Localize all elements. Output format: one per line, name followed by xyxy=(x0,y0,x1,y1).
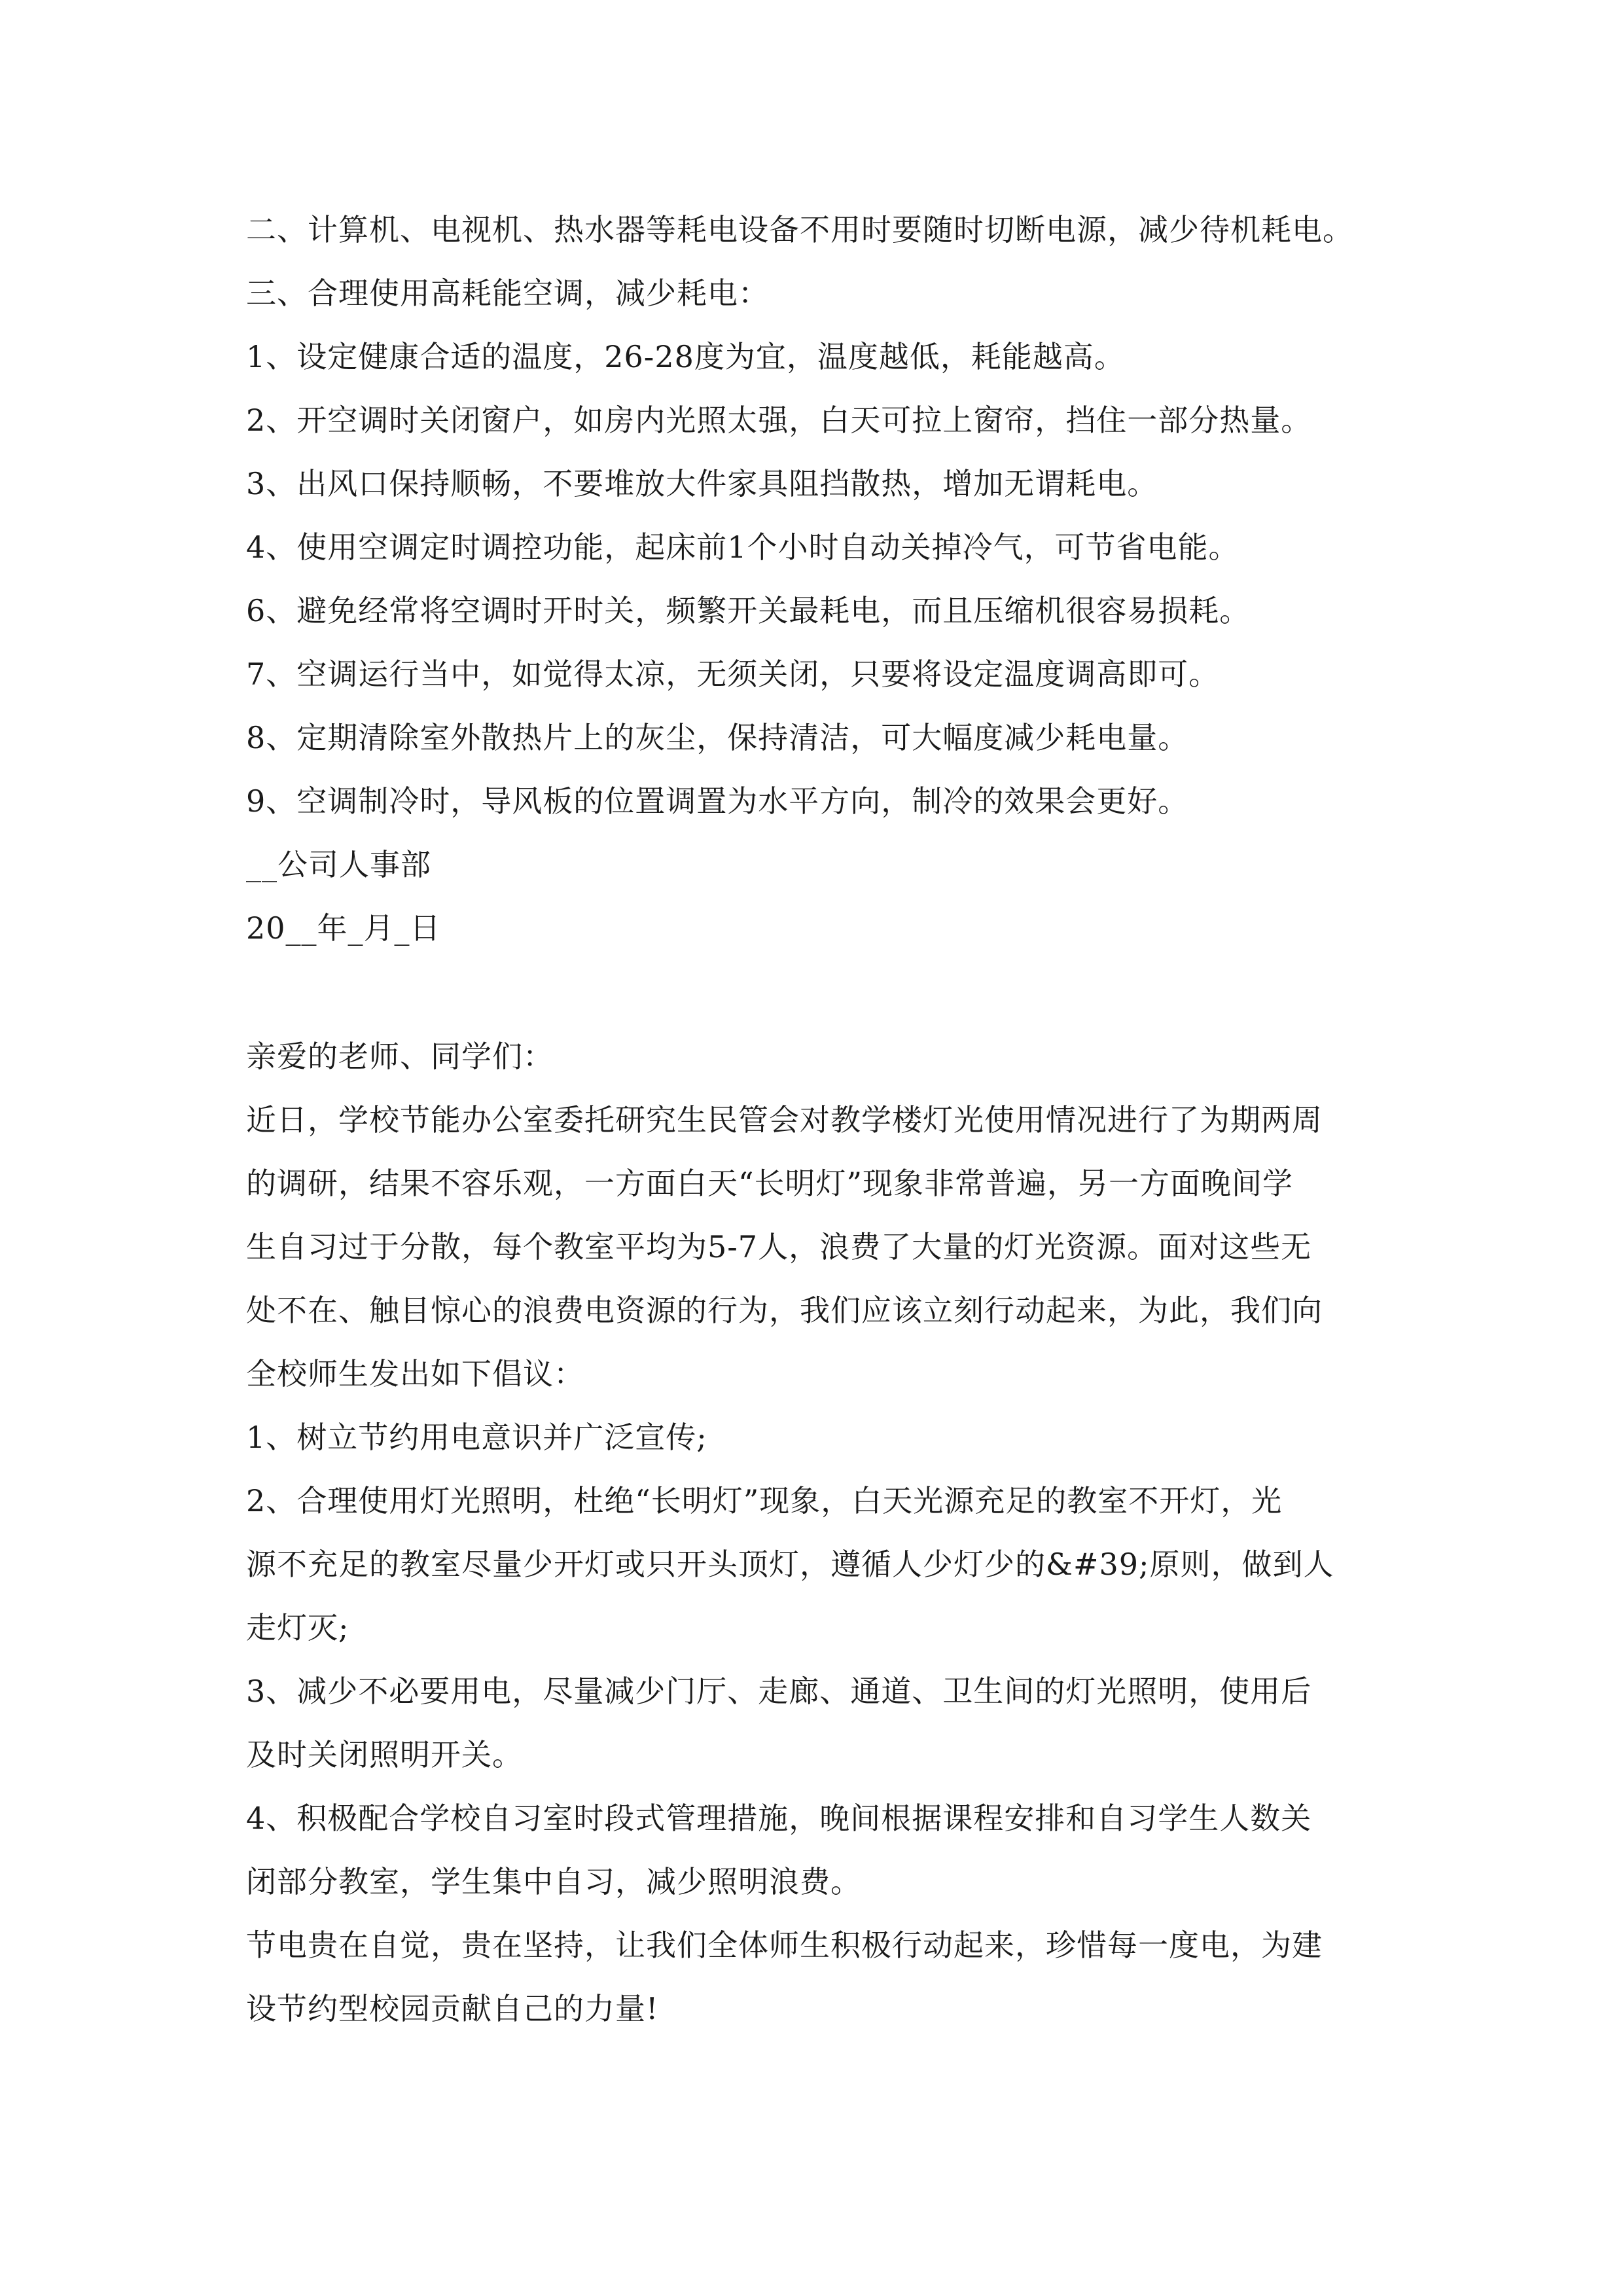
paragraph-line: 全校师生发出如下倡议： xyxy=(246,1356,584,1391)
list-item: 6、避免经常将空调时开时关，频繁开关最耗电，而且压缩机很容易损耗。 xyxy=(246,593,1251,628)
paragraph-line: 二、计算机、电视机、热水器等耗电设备不用时要随时切断电源，减少待机耗电。 xyxy=(246,212,1353,247)
list-item: 1、设定健康合适的温度，26-28度为宜，温度越低，耗能越高。 xyxy=(246,339,1125,374)
initiative-letter-section xyxy=(246,1025,1385,2041)
closing-paragraph-line: 设节约型校园贡献自己的力量! xyxy=(246,1991,659,2026)
list-item: 3、减少不必要用电，尽量减少门厅、走廊、通道、卫生间的灯光照明，使用后 xyxy=(246,1674,1312,1709)
salutation: 亲爱的老师、同学们： xyxy=(246,1039,554,1074)
paragraph-line: 生自习过于分散，每个教室平均为5-7人，浪费了大量的灯光资源。面对这些无 xyxy=(246,1229,1312,1265)
list-item: 3、出风口保持顺畅，不要堆放大件家具阻挡散热，增加无谓耗电。 xyxy=(246,466,1158,501)
energy-saving-tips-section xyxy=(246,198,1385,960)
paragraph-line: 三、合理使用高耗能空调，减少耗电： xyxy=(246,276,769,311)
list-item: 源不充足的教室尽量少开灯或只开头顶灯，遵循人少灯少的&#39;原则，做到人 xyxy=(246,1547,1334,1582)
list-item: 闭部分教室，学生集中自习，减少照明浪费。 xyxy=(246,1864,861,1899)
list-item: 8、定期清除室外散热片上的灰尘，保持清洁，可大幅度减少耗电量。 xyxy=(246,720,1189,755)
list-item: 9、空调制冷时，导风板的位置调置为水平方向，制冷的效果会更好。 xyxy=(246,783,1189,819)
list-item: 7、空调运行当中，如觉得太凉，无须关闭，只要将设定温度调高即可。 xyxy=(246,656,1220,692)
list-item: 4、积极配合学校自习室时段式管理措施，晚间根据课程安排和自习学生人数关 xyxy=(246,1801,1312,1836)
list-item: 及时关闭照明开关。 xyxy=(246,1737,523,1772)
list-item: 1、树立节约用电意识并广泛宣传; xyxy=(246,1420,707,1455)
list-item: 2、开空调时关闭窗户，如房内光照太强，白天可拉上窗帘，挡住一部分热量。 xyxy=(246,403,1312,438)
paragraph-line: 处不在、触目惊心的浪费电资源的行为，我们应该立刻行动起来，为此，我们向 xyxy=(246,1293,1323,1328)
list-item: 4、使用空调定时调控功能，起床前1个小时自动关掉冷气，可节省电能。 xyxy=(246,529,1240,565)
list-item: 走灯灭; xyxy=(246,1610,349,1645)
paragraph-line: 近日，学校节能办公室委托研究生民管会对教学楼灯光使用情况进行了为期两周 xyxy=(246,1102,1323,1138)
signature-date: 20__年_月_日 xyxy=(246,910,441,946)
closing-paragraph-line: 节电贵在自觉，贵在坚持，让我们全体师生积极行动起来，珍惜每一度电，为建 xyxy=(246,1928,1323,1963)
signature-department: __公司人事部 xyxy=(246,847,431,882)
paragraph-line: 的调研，结果不容乐观，一方面白天“长明灯”现象非常普遍，另一方面晚间学 xyxy=(246,1166,1294,1201)
list-item: 2、合理使用灯光照明，杜绝“长明灯”现象，白天光源充足的教室不开灯，光 xyxy=(246,1483,1283,1518)
